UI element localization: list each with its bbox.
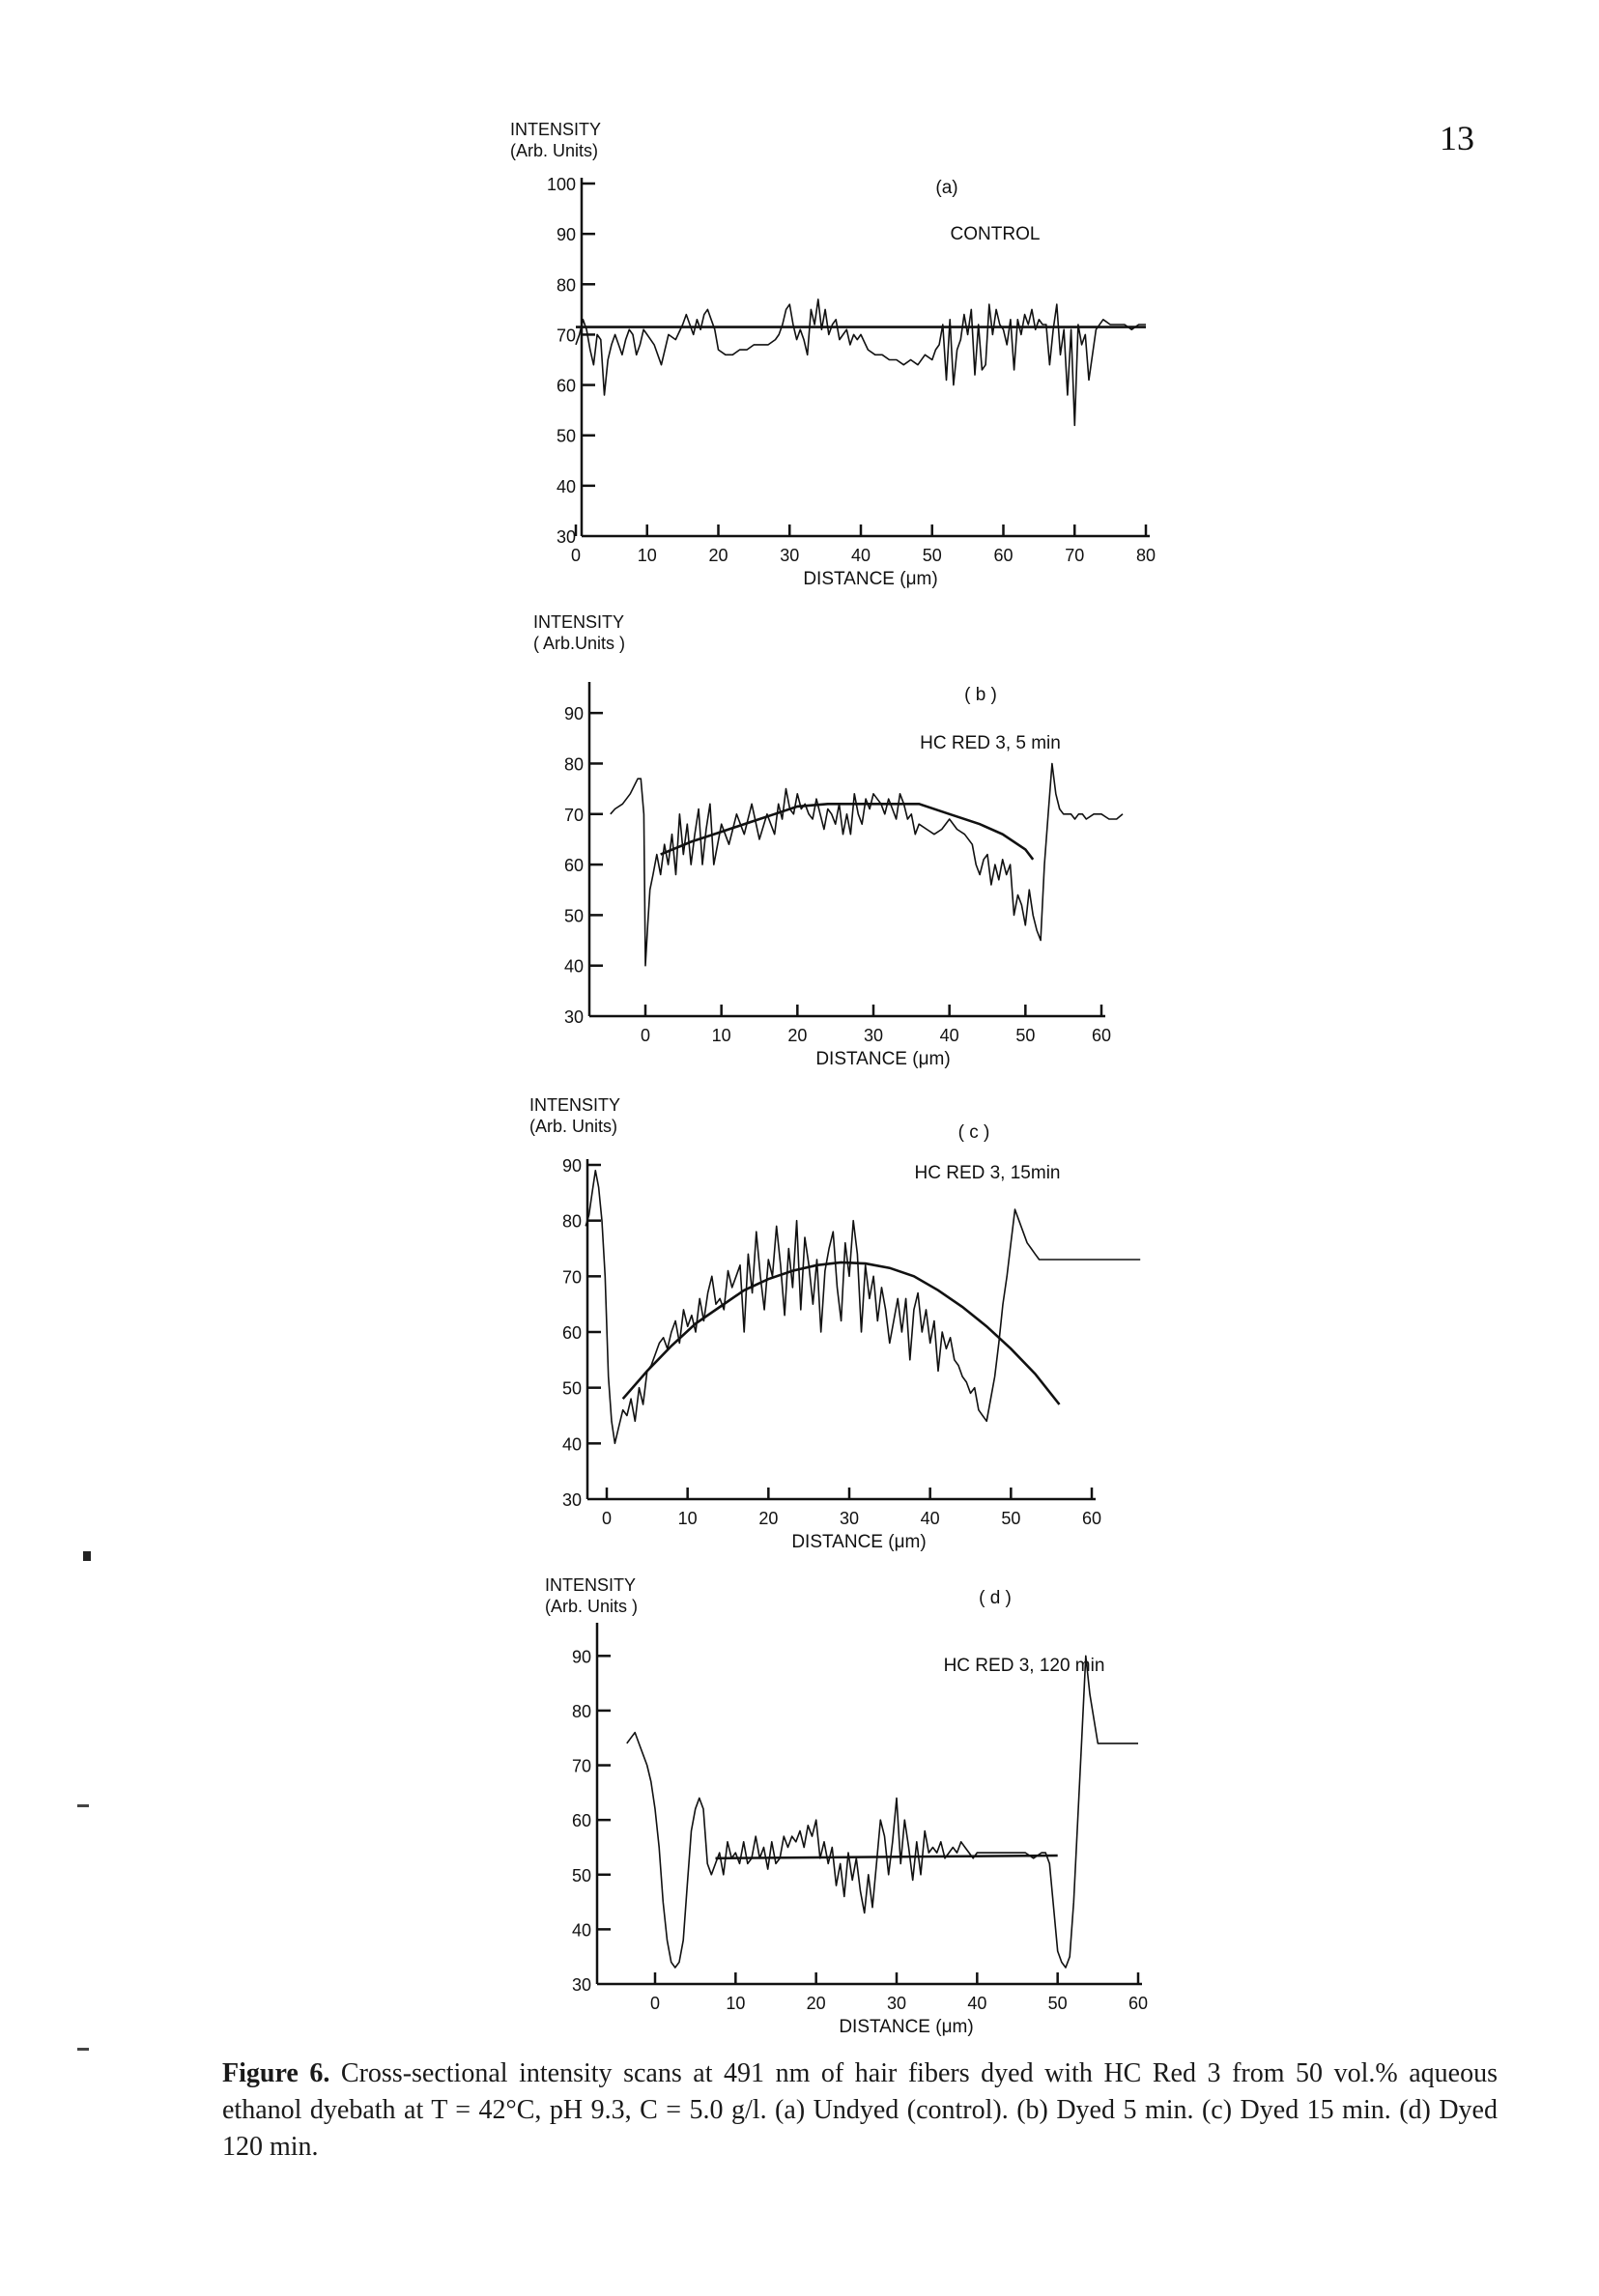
y-tick-label: 50	[571, 1865, 591, 1885]
y-tick-label: 60	[563, 856, 584, 876]
y-tick-label: 50	[556, 426, 576, 446]
y-tick-label: 30	[556, 527, 576, 547]
intensity-trace	[627, 1656, 1138, 1968]
y-tick-label: 50	[563, 906, 584, 926]
chart-d	[545, 1575, 1148, 2037]
panel-title: CONTROL	[950, 224, 1041, 244]
panel-label: (a)	[935, 178, 958, 198]
panel-title: HC RED 3, 120 min	[943, 1656, 1105, 1676]
x-tick-label: 40	[939, 1026, 959, 1045]
y-tick-label: 70	[563, 805, 584, 825]
panel-title: HC RED 3, 15min	[914, 1163, 1061, 1183]
x-tick-label: 30	[863, 1026, 884, 1045]
fit-line	[716, 1856, 1058, 1858]
y-tick-label: 80	[563, 754, 584, 775]
x-tick-label: 60	[1128, 1994, 1149, 2013]
x-tick-label: 10	[677, 1509, 698, 1528]
y-tick-label: 80	[556, 275, 576, 296]
y-tick-label: 40	[571, 1920, 591, 1941]
x-tick-label: 40	[967, 1994, 987, 2013]
y-tick-label: 70	[561, 1267, 582, 1288]
y-tick-label: 90	[563, 704, 584, 724]
x-tick-label: 0	[640, 1026, 651, 1045]
x-tick-label: 10	[726, 1994, 746, 2013]
x-tick-label: 10	[637, 546, 657, 565]
y-tick-label: 60	[556, 376, 576, 396]
x-tick-label: 60	[1081, 1509, 1102, 1528]
panel-label: ( b )	[964, 685, 997, 705]
x-tick-label: 30	[839, 1509, 860, 1528]
y-tick-label: 90	[556, 225, 576, 245]
y-axis-title-line2: (Arb. Units )	[545, 1597, 639, 1616]
x-tick-label: 0	[649, 1994, 661, 2013]
chart-b	[533, 612, 1123, 1069]
intensity-trace	[576, 299, 1146, 425]
figure-caption	[222, 2055, 1498, 2166]
caption-label: Figure 6.	[222, 2058, 330, 2088]
y-tick-label: 100	[546, 175, 576, 194]
y-tick-label: 40	[561, 1434, 582, 1455]
chart-c	[529, 1095, 1140, 1552]
intensity-trace	[611, 764, 1123, 966]
y-tick-label: 90	[561, 1156, 582, 1176]
panel-label: ( c )	[957, 1122, 990, 1143]
x-tick-label: 20	[787, 1026, 808, 1045]
y-axis-title-line1: INTENSITY	[545, 1575, 637, 1595]
panel-label: ( d )	[979, 1588, 1012, 1608]
y-axis-title-line1: INTENSITY	[510, 120, 602, 139]
x-tick-label: 20	[708, 546, 728, 565]
y-axis-title-line1: INTENSITY	[533, 612, 625, 632]
y-axis-title-line2: (Arb. Units)	[529, 1117, 618, 1136]
y-tick-label: 60	[561, 1323, 582, 1343]
y-tick-label: 40	[563, 956, 584, 977]
x-tick-label: 30	[780, 546, 800, 565]
y-axis-title-line2: (Arb. Units)	[510, 141, 599, 160]
y-axis-title-line2: ( Arb.Units )	[533, 634, 626, 653]
x-tick-label: 50	[922, 546, 942, 565]
y-tick-label: 80	[561, 1211, 582, 1232]
x-tick-label: 10	[711, 1026, 731, 1045]
y-tick-label: 40	[556, 476, 576, 496]
x-axis-title: DISTANCE (μm)	[815, 1049, 951, 1069]
y-tick-label: 70	[571, 1756, 591, 1776]
x-tick-label: 0	[570, 546, 582, 565]
x-axis-title: DISTANCE (μm)	[791, 1532, 927, 1552]
y-tick-label: 30	[561, 1490, 582, 1510]
y-tick-label: 70	[556, 326, 576, 346]
x-tick-label: 50	[1047, 1994, 1068, 2013]
x-tick-label: 40	[850, 546, 871, 565]
y-tick-label: 90	[571, 1647, 591, 1667]
page-number: 13	[1440, 119, 1474, 157]
x-tick-label: 20	[806, 1994, 826, 2013]
y-tick-label: 50	[561, 1378, 582, 1399]
x-tick-label: 40	[920, 1509, 940, 1528]
caption-text: Cross-sectional intensity scans at 491 nm of hair fibers dyed with HC Red 3 from 50 vol.% aqueous ethanol dyebath at T = 42°C, pH 9.3, C = 5.0 g/l. (a) Undyed (control). (b) Dyed 5 min. (c) Dyed 15 min. (d) Dyed 120 min.	[222, 2058, 1498, 2162]
y-axis-title-line1: INTENSITY	[529, 1095, 621, 1115]
y-tick-label: 30	[571, 1975, 591, 1995]
x-tick-label: 50	[1015, 1026, 1036, 1045]
x-tick-label: 80	[1135, 546, 1156, 565]
x-axis-title: DISTANCE (μm)	[803, 569, 938, 589]
x-tick-label: 50	[1001, 1509, 1021, 1528]
y-tick-label: 80	[571, 1701, 591, 1721]
x-tick-label: 20	[758, 1509, 779, 1528]
chart-a	[510, 120, 1156, 589]
panel-title: HC RED 3, 5 min	[920, 733, 1061, 753]
y-tick-label: 60	[571, 1811, 591, 1831]
x-tick-label: 60	[993, 546, 1014, 565]
x-axis-title: DISTANCE (μm)	[839, 2017, 974, 2037]
y-tick-label: 30	[563, 1007, 584, 1027]
x-tick-label: 0	[601, 1509, 613, 1528]
margin-marks	[77, 1551, 91, 2051]
x-tick-label: 60	[1091, 1026, 1112, 1045]
x-tick-label: 30	[886, 1994, 907, 2013]
x-tick-label: 70	[1065, 546, 1085, 565]
